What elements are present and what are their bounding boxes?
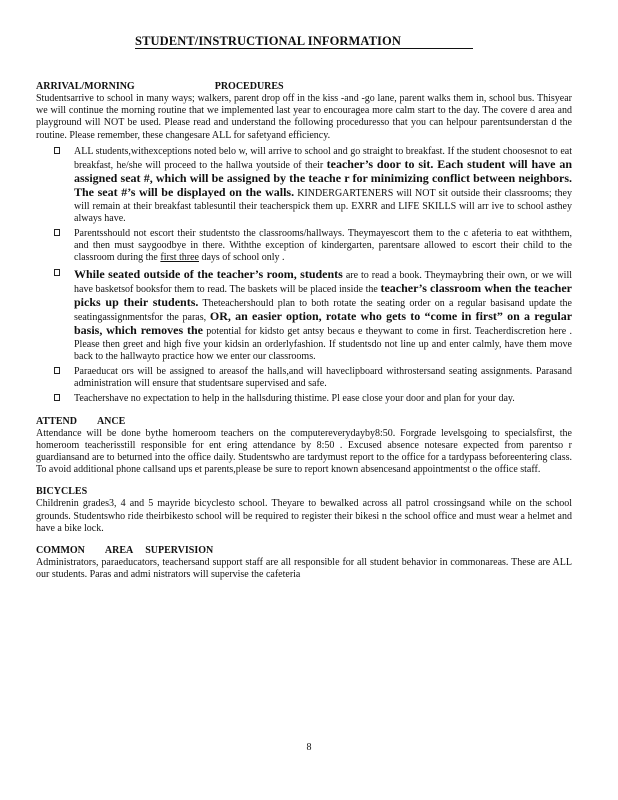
list-item: ALL students,withexceptions noted belo w, will arrive to school and go straight to breakfast. If the student choosesnot to eat breakfast, he/she will proceed to the hallwa youtside of their teacher’s door to sit. Each student will have an assigned seat #, which will be assigned by the teache r for minimizing conflict between neighbors. The seat #’s will be displayed on the walls. KINDERGARTENERS will NOT sit outside their classrooms; they will remain at their breakfast tablesuntil their teacherspick them up. EXRR and LIFE SKILLS will arr ive to school asthey always have. [36, 146, 572, 225]
checkbox-bullet-icon [54, 394, 60, 401]
document-page [36, 34, 572, 582]
arrival-intro: Studentsarrive to school in many ways; walkers, parent drop off in the kiss -and -go lane, parent walks them in, school bus. Thisyear we will continue the morning routine that we implemented last year to encouragea more calm start to the day. The covere d area and playground will NOT be used. Please read and understand the following proceduresso that you can helpour parentsunderstan d the routine. Please remember, these changesare ALL for safetyand efficiency. [36, 93, 572, 141]
bicycles-heading: BICYCLES [36, 486, 88, 498]
arrival-heading: ARRIVAL/MORNING PROCEDURES [36, 81, 284, 92]
bicycles-body: Childrenin grades3, 4 and 5 mayride bicyclesto school. Theyare to bewalked across all patrol crossingsand while on the school grounds. Studentswho ride theirbikesto school will be required to register their bikesi n the school office and must wear a helmet and have a bike lock. [36, 498, 572, 534]
common-area-heading: COMMON AREA SUPERVISION [36, 545, 214, 557]
list-item: Teachershave no expectation to help in the hallsduring thistime. Pl ease close your door and plan for your day. [36, 393, 572, 405]
checkbox-bullet-icon [54, 229, 60, 236]
checkbox-bullet-icon [54, 147, 60, 154]
list-item: While seated outside of the teacher’s room, students are to read a book. Theymaybring their own, or we will have basketsof booksfor them to read. The baskets will be placed inside the teacher’s classroom when the teacher picks up their students. Theteachershould plan to both rotate the seating order on a regular basisand update the seatingassignmentsfor the paras, OR, an easier option, rotate who gets to “come in first” on a regular basis, which removes the potential for kidsto get antsy becaus e theywant to come in first. Teacherdiscretion here . Please then greet and high five your kidsin an orderlyfashion. If studentsdo not line up and enter calmly, have them move back to the hallwayto practice how we enter our classrooms. [36, 268, 572, 363]
list-item: Paraeducat ors will be assigned to areasof the halls,and will haveclipboard withrostersand seating assignments. Parasand administration will ensure that studentsare supervised and safe. [36, 366, 572, 390]
common-area-body: Administrators, paraeducators, teachersand support staff are all responsible for all student behavior in commonareas. These are ALL our students. Paras and admi nistrators will supervise the cafeteria [36, 557, 572, 581]
arrival-list [36, 146, 572, 406]
checkbox-bullet-icon [54, 367, 60, 374]
page-title: STUDENT/INSTRUCTIONAL INFORMATION [36, 34, 572, 49]
checkbox-bullet-icon [54, 269, 60, 276]
attendance-body: Attendance will be done bythe homeroom teachers on the computereverydayby8:50. Forgrade levelsgoing to specialsfirst, the homeroom teacherisstill responsible for ent ering attendance by 8:50 . Excused absence notesare expected from parentso r guardiansand are to beturned into the office daily. Studentswho are tardymust report to the office for a tardypass beforeentering class. To avoid additional phone callsand ups et parents,please be sure to report known absencesand appointmentst o the office staff. [36, 427, 572, 476]
attendance-heading: ATTEND ANCE [36, 415, 126, 427]
list-item: Parentsshould not escort their studentsto the classrooms/hallways. Theymayescort them to the c afeteria to eat withthem, and then must saygoodbye in there. Withthe exception of kindergarten, parentsare allowed to escort their child to the classroom during the first three days of school only . [36, 228, 572, 265]
page-number: 8 [306, 742, 312, 753]
